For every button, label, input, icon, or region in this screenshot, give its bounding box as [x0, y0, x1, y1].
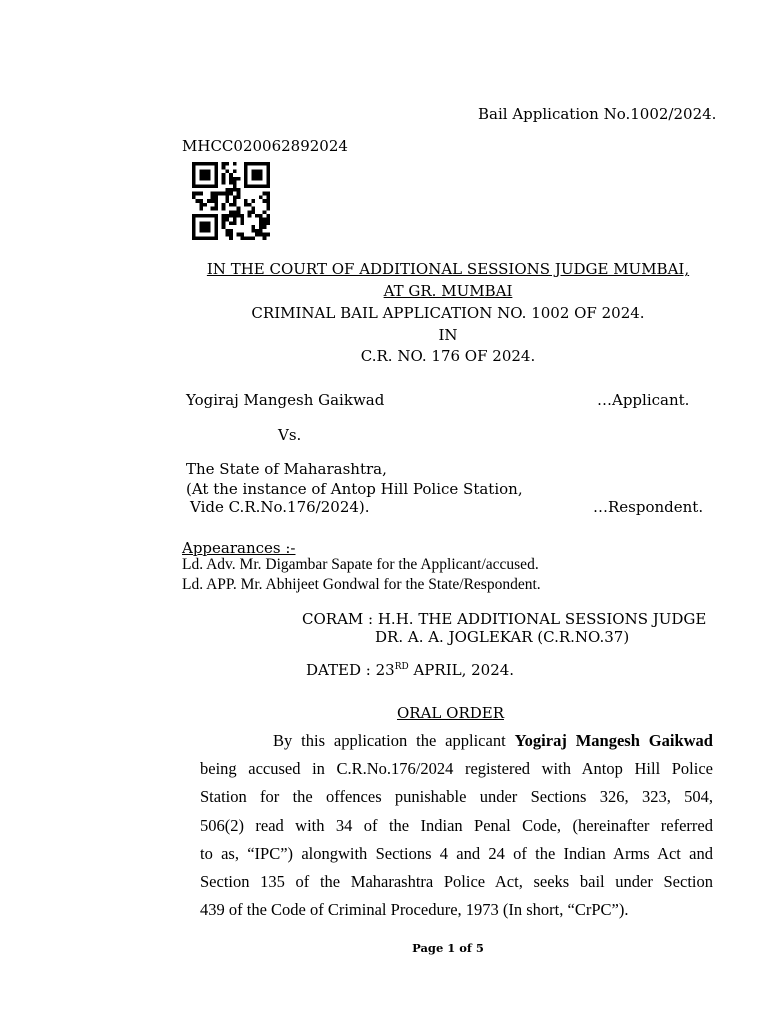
applicant-name: Yogiraj Mangesh Gaikwad [186, 391, 385, 409]
application-number: Bail Application No.1002/2024. [478, 105, 717, 123]
page-number: Page 1 of 5 [412, 941, 484, 955]
application-title: CRIMINAL BAIL APPLICATION NO. 1002 OF 2024. [251, 304, 645, 322]
respondent-line-3: Vide C.R.No.176/2024). [190, 498, 370, 516]
date-suffix-sup: RD [394, 662, 409, 672]
appearances-heading: Appearances :- [182, 539, 296, 557]
qr-code-icon [189, 162, 273, 240]
order-line-1 [273, 731, 713, 751]
cr-number-title: C.R. NO. 176 OF 2024. [360, 347, 536, 365]
title-in: IN [438, 326, 458, 344]
applicant-role: …Applicant. [597, 391, 690, 409]
court-location: AT GR. MUMBAI [383, 282, 513, 300]
cnr-number: MHCC020062892024 [182, 137, 348, 155]
appearance-applicant: Ld. Adv. Mr. Digambar Sapate for the Applicant/accused. [182, 556, 539, 573]
respondent-role: …Respondent. [593, 498, 704, 516]
order-line: being accused in C.R.No.176/2024 registered with Antop Hill Police [200, 759, 713, 778]
date-month-year: APRIL, 2024. [408, 661, 515, 679]
coram-line-2: DR. A. A. JOGLEKAR (C.R.NO.37) [375, 628, 630, 646]
versus: Vs. [278, 426, 302, 444]
order-line: Section 135 of the Maharashtra Police Act, seeks bail under Section [200, 872, 713, 891]
order-date [306, 661, 514, 679]
respondent-line-1: The State of Maharashtra, [186, 460, 387, 478]
appearance-state: Ld. APP. Mr. Abhijeet Gondwal for the State/Respondent. [182, 576, 541, 593]
order-line: 506(2) read with 34 of the Indian Penal Code, (hereinafter referred [200, 816, 713, 835]
court-title: IN THE COURT OF ADDITIONAL SESSIONS JUDGE MUMBAI, [206, 260, 690, 278]
order-line-1-text: By this application the applicant [273, 731, 515, 750]
respondent-line-2: (At the instance of Antop Hill Police Station, [186, 480, 523, 498]
order-line: 439 of the Code of Criminal Procedure, 1973 (In short, “CrPC”). [200, 900, 629, 919]
order-line: Station for the offences punishable under Sections 326, 323, 504, [200, 787, 713, 806]
coram-line-1: CORAM : H.H. THE ADDITIONAL SESSIONS JUDGE [302, 610, 707, 628]
order-line: to as, “IPC”) alongwith Sections 4 and 24 of the Indian Arms Act and [200, 844, 713, 863]
date-prefix: DATED : 23 [306, 661, 395, 679]
oral-order-heading: ORAL ORDER [397, 704, 505, 722]
order-applicant-name: Yogiraj Mangesh Gaikwad [514, 731, 713, 750]
